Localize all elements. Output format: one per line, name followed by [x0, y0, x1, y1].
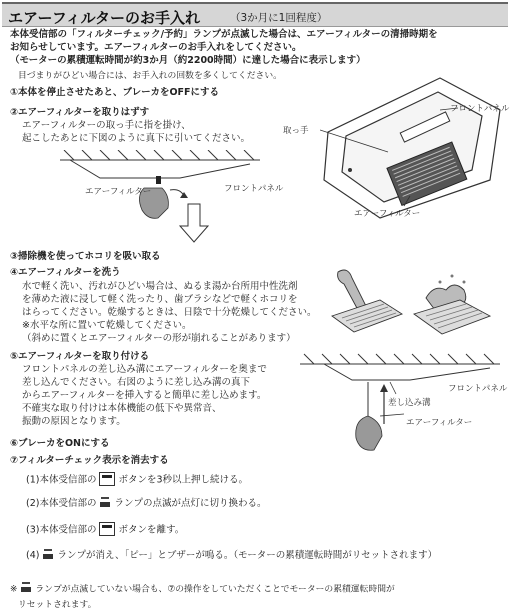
step2-line-2: 起こしたあとに下図のように真下に引いてください。 — [22, 133, 251, 144]
page-subtitle: （3か月に1回程度） — [230, 12, 328, 24]
intro-line-3: （モーターの累積運転時間が約3か月（約2200時間）に達した場合に表示します） — [10, 55, 366, 66]
step7-item-1 — [26, 473, 248, 487]
step4-line-2: を薄めた液に浸して軽く洗ったり、歯ブラシなどで軽くホコリを — [22, 294, 298, 305]
title-bar — [2, 2, 508, 27]
step7-item-4 — [26, 549, 437, 562]
step7-item-1-post: ボタンを3秒以上押し続ける。 — [118, 474, 249, 486]
intro-line-2: お知らせしています。エアーフィルターのお手入れをしてください。 — [10, 42, 302, 53]
step4-line-5: （斜めに置くとエアーフィルターの形が崩れることがあります） — [22, 333, 296, 344]
label-front-panel-2: フロントパネル — [450, 104, 510, 114]
washing-figure — [330, 258, 508, 340]
step7-item-2 — [26, 497, 266, 510]
filter-check-lamp-icon — [98, 497, 112, 509]
unit-perspective-figure — [320, 70, 510, 220]
step4-line-3: はらってください。乾燥するときは、日陰で十分乾燥してください。 — [22, 307, 317, 318]
step5-line-4: 不確実な取り付けは本体機能の低下や異常音、 — [22, 403, 222, 414]
label-handle: 取っ手 — [283, 126, 309, 136]
filter-check-lamp-icon — [41, 549, 55, 561]
filter-reset-button-icon — [99, 472, 115, 486]
filter-check-lamp-icon — [19, 582, 33, 594]
label-front-panel-3: フロントパネル — [448, 384, 508, 394]
footnote-line-2: リセットされます。 — [18, 600, 97, 610]
step4-line-1: 水で軽く洗い、汚れがひどい場合は、ぬるま湯か台所用中性洗剤 — [22, 281, 298, 292]
step6-heading: ⑥ブレーカをONにする — [10, 438, 110, 449]
step5-line-5: 振動の原因となります。 — [22, 416, 126, 427]
intro-line-1: 本体受信部の「フィルターチェック/予約」ランプが点滅した場合は、エアーフィルターの清掃時期を — [10, 29, 438, 40]
label-air-filter-1: エアーフィルター — [85, 187, 152, 197]
step7-heading: ⑦フィルターチェック表示を消去する — [10, 455, 169, 466]
step5-heading: ⑤エアーフィルターを取り付ける — [10, 351, 150, 362]
step5-line-3: からエアーフィルターを挿入すると簡単に差し込めます。 — [22, 390, 267, 401]
label-insert-groove: 差し込み溝 — [388, 398, 431, 408]
footnote-text-1: ランプが点滅していない場合も、⑦の操作をしていただくことでモーターの累積運転時間が — [35, 584, 395, 595]
step7-item-1-pre: (1)本体受信部の — [26, 474, 97, 486]
label-front-panel-1: フロントパネル — [224, 184, 284, 194]
step4-line-4: ※水平な所に置いて乾燥してください。 — [22, 320, 192, 331]
step7-item-3 — [26, 523, 184, 537]
step2-line-1: エアーフィルターの取っ手に指を掛け、 — [22, 120, 191, 131]
footnote-line-1 — [10, 583, 395, 596]
step1-heading: ①本体を停止させたあと、ブレーカをOFFにする — [10, 87, 220, 98]
step7-item-3-pre: (3)本体受信部の — [26, 524, 97, 536]
step7-item-2-pre: (2)本体受信部の — [26, 498, 97, 509]
step2-heading: ②エアーフィルターを取りはずす — [10, 107, 150, 118]
step7-item-3-post: ボタンを離す。 — [118, 524, 185, 536]
filter-reset-button-icon — [99, 522, 115, 536]
step7-item-4-pre: (4) — [26, 550, 40, 561]
dirty-note: 目づまりがひどい場合には、お手入れの回数を多くしてください。 — [18, 71, 282, 81]
filter-removal-figure — [60, 150, 300, 250]
label-air-filter-3: エアーフィルター — [406, 418, 473, 428]
page-title: エアーフィルターのお手入れ — [8, 9, 201, 27]
label-air-filter-2: エアーフィルター — [354, 209, 421, 219]
step5-line-1: フロントパネルの差し込み溝にエアーフィルターを奥まで — [22, 364, 267, 375]
footnote-mark: ※ — [10, 584, 18, 595]
step4-heading: ④エアーフィルターを洗う — [10, 267, 121, 278]
step3-heading: ③掃除機を使ってホコリを吸い取る — [10, 251, 161, 262]
step7-item-2-post: ランプの点滅が点灯に切り換わる。 — [114, 498, 267, 509]
step7-item-4-post: ランプが消え、「ピー」とブザーが鳴る。（モーターの累積運転時間がリセットされます） — [57, 550, 438, 561]
step5-line-2: 差し込んでください。右図のように差し込み溝の真下 — [22, 377, 251, 388]
